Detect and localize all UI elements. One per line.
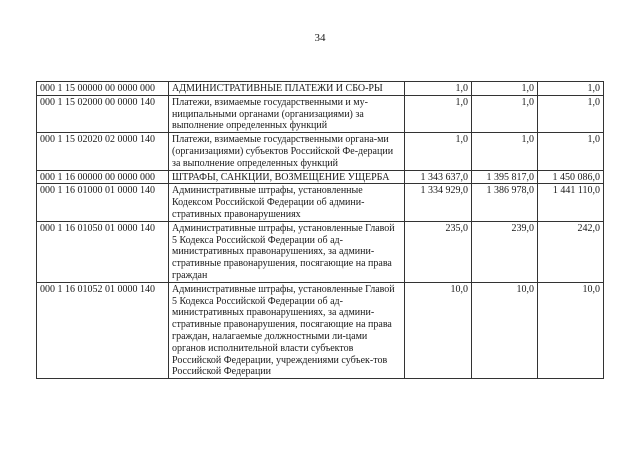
amount-year3-cell: 1 441 110,0	[538, 184, 604, 221]
budget-code-cell: 000 1 16 01050 01 0000 140	[37, 221, 169, 282]
budget-code-cell: 000 1 15 00000 00 0000 000	[37, 82, 169, 96]
amount-year2-cell: 1,0	[472, 133, 538, 170]
amount-year3-cell: 1,0	[538, 95, 604, 132]
amount-year3-cell: 1,0	[538, 133, 604, 170]
amount-year1-cell: 1,0	[405, 133, 472, 170]
table-row	[37, 184, 604, 221]
amount-year2-cell: 239,0	[472, 221, 538, 282]
amount-year1-cell: 1 334 929,0	[405, 184, 472, 221]
amount-year3-cell: 242,0	[538, 221, 604, 282]
budget-code-cell: 000 1 16 01052 01 0000 140	[37, 282, 169, 378]
revenue-name-cell: АДМИНИСТРАТИВНЫЕ ПЛАТЕЖИ И СБО-РЫ	[169, 82, 405, 96]
table-row	[37, 133, 604, 170]
revenue-name-cell: Платежи, взимаемые государственными и му-ниципальными органами (организациями) за выполнение определенных функций	[169, 95, 405, 132]
amount-year1-cell: 1,0	[405, 82, 472, 96]
amount-year3-cell: 10,0	[538, 282, 604, 378]
amount-year2-cell: 10,0	[472, 282, 538, 378]
revenue-name-cell: Платежи, взимаемые государственными органа-ми (организациями) субъектов Российской Фе-дерации за выполнение определенных функций	[169, 133, 405, 170]
budget-revenue-table	[36, 81, 604, 379]
table-row	[37, 95, 604, 132]
amount-year1-cell: 235,0	[405, 221, 472, 282]
amount-year1-cell: 1 343 637,0	[405, 170, 472, 184]
budget-code-cell: 000 1 15 02020 02 0000 140	[37, 133, 169, 170]
amount-year1-cell: 10,0	[405, 282, 472, 378]
revenue-name-cell: ШТРАФЫ, САНКЦИИ, ВОЗМЕЩЕНИЕ УЩЕРБА	[169, 170, 405, 184]
amount-year2-cell: 1 386 978,0	[472, 184, 538, 221]
table-row	[37, 282, 604, 378]
budget-code-cell: 000 1 16 00000 00 0000 000	[37, 170, 169, 184]
amount-year2-cell: 1,0	[472, 95, 538, 132]
amount-year2-cell: 1 395 817,0	[472, 170, 538, 184]
budget-code-cell: 000 1 15 02000 00 0000 140	[37, 95, 169, 132]
table-row	[37, 170, 604, 184]
budget-code-cell: 000 1 16 01000 01 0000 140	[37, 184, 169, 221]
amount-year3-cell: 1,0	[538, 82, 604, 96]
page-number: 34	[314, 32, 326, 44]
amount-year2-cell: 1,0	[472, 82, 538, 96]
table-row	[37, 82, 604, 96]
table-row	[37, 221, 604, 282]
revenue-name-cell: Административные штрафы, установленные Главой 5 Кодекса Российской Федерации об ад-министративных правонарушениях, за админи-стративные правонарушения, посягающие на права граждан	[169, 221, 405, 282]
revenue-name-cell: Административные штрафы, установленные Главой 5 Кодекса Российской Федерации об ад-министративных правонарушениях, за админи-стративные правонарушения, посягающие на права граждан, налагаемые должностными ли-цами органов исполнительной власти субъектов Российской Федерации, учреждениями субъек-тов Российской Федерации	[169, 282, 405, 378]
amount-year1-cell: 1,0	[405, 95, 472, 132]
amount-year3-cell: 1 450 086,0	[538, 170, 604, 184]
revenue-name-cell: Административные штрафы, установленные Кодексом Российской Федерации об админи-стративных правонарушениях	[169, 184, 405, 221]
